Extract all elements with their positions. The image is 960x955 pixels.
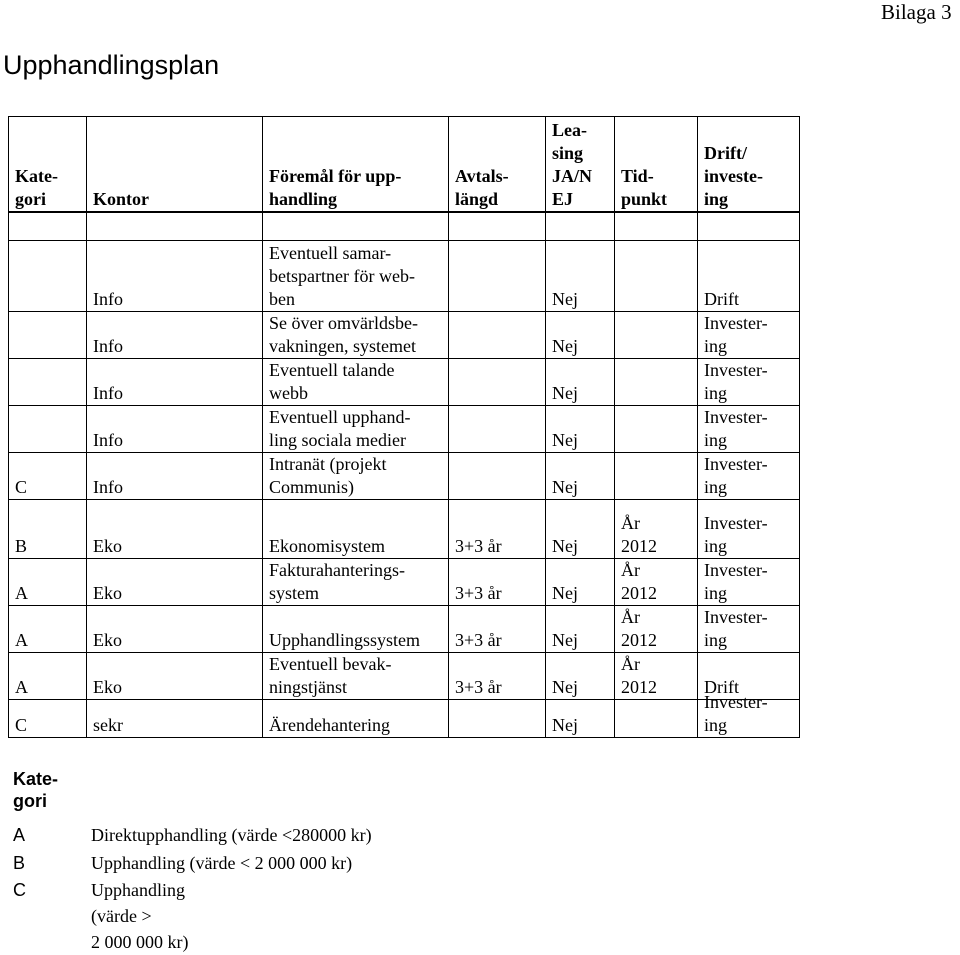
cell-line (15, 429, 82, 452)
cell-line: 3+3 år (455, 677, 502, 697)
spacer-cell (449, 212, 546, 241)
cell-operation-investment (698, 359, 800, 406)
cell-line: År (621, 607, 640, 627)
cell-line (15, 382, 82, 405)
cell-line: Intranät (projekt (269, 454, 387, 474)
cell-line: ing (704, 630, 728, 650)
cell-line: Info (93, 430, 123, 450)
cell-leasing (546, 359, 615, 406)
cell-line: Nej (552, 677, 578, 697)
cell-operation-investment (698, 453, 800, 500)
cell-line: ningstjänst (269, 677, 348, 697)
cell-line: Eventuell samar- (269, 243, 392, 263)
cell-line (15, 288, 82, 311)
cell-office (87, 653, 263, 700)
cell-line (621, 288, 693, 311)
cell-contract-length (449, 500, 546, 559)
cell-contract-length (449, 606, 546, 653)
cell-line: ing (704, 583, 728, 603)
cell-line: A (15, 630, 28, 650)
cell-contract-length (449, 559, 546, 606)
cell-line: Info (93, 383, 123, 403)
cell-timing (615, 312, 698, 359)
cell-line: Eko (93, 630, 122, 650)
cell-category (9, 359, 87, 406)
cell-line: Invester- (704, 692, 768, 712)
cell-line: B (15, 536, 28, 556)
cell-line: Eventuell upphand- (269, 407, 411, 427)
cell-line (455, 335, 541, 358)
spacer-cell (87, 212, 263, 241)
cell-office (87, 606, 263, 653)
cell-line: Invester- (704, 407, 768, 427)
cell-line: Kontor (93, 189, 149, 209)
cell-contract-length (449, 359, 546, 406)
cell-contract-length (449, 312, 546, 359)
cell-category (9, 241, 87, 312)
cell-line: Invester- (704, 360, 768, 380)
cell-category (9, 700, 87, 738)
cell-subject (263, 453, 449, 500)
cell-line: vakningen, systemet (269, 336, 416, 356)
cell-line: investe- (704, 166, 763, 186)
appendix-label: Bilaga 3 (881, 0, 952, 24)
cell-timing (615, 359, 698, 406)
cell-line: webb (269, 383, 308, 403)
cell-line (455, 714, 541, 737)
cell-line: Invester- (704, 513, 768, 533)
cell-line (621, 335, 693, 358)
legend-description: 2 000 000 kr) (91, 932, 189, 952)
spacer-cell (546, 212, 615, 241)
cell-operation-investment (698, 241, 800, 312)
cell-leasing (546, 500, 615, 559)
page-title: Upphandlingsplan (3, 50, 220, 80)
cell-subject (263, 241, 449, 312)
cell-office (87, 359, 263, 406)
cell-line: Nej (552, 289, 578, 309)
cell-subject (263, 606, 449, 653)
cell-contract-length (449, 241, 546, 312)
cell-line (621, 429, 693, 452)
cell-line: Eventuell bevak- (269, 654, 392, 674)
cell-line: Info (93, 336, 123, 356)
legend-key: C (13, 880, 26, 900)
cell-line: JA/N (552, 166, 592, 186)
cell-subject (263, 500, 449, 559)
cell-line: Drift (704, 677, 739, 697)
cell-subject (263, 700, 449, 738)
cell-line: År (621, 560, 640, 580)
cell-line: År (621, 513, 640, 533)
cell-timing (615, 606, 698, 653)
cell-line: Invester- (704, 607, 768, 627)
cell-line (455, 382, 541, 405)
cell-line (621, 476, 693, 499)
cell-line: punkt (621, 189, 668, 209)
header-operation-investment (698, 117, 800, 212)
cell-line: ing (704, 430, 728, 450)
spacer-cell (698, 212, 800, 241)
cell-line (15, 335, 82, 358)
cell-subject (263, 559, 449, 606)
cell-line: system (269, 583, 320, 603)
cell-line: gori (15, 189, 46, 209)
cell-line: Nej (552, 536, 578, 556)
cell-operation-investment (698, 606, 800, 653)
cell-leasing (546, 241, 615, 312)
cell-line: 3+3 år (455, 583, 502, 603)
cell-office (87, 241, 263, 312)
cell-line: Drift/ (704, 143, 747, 163)
cell-line: Avtals- (455, 166, 509, 186)
procurement-table (8, 116, 800, 738)
cell-contract-length (449, 406, 546, 453)
cell-office (87, 453, 263, 500)
cell-category (9, 500, 87, 559)
cell-line: sekr (93, 715, 123, 735)
cell-operation-investment (698, 406, 800, 453)
cell-line: Eko (93, 536, 122, 556)
cell-line: Eko (93, 677, 122, 697)
cell-contract-length (449, 653, 546, 700)
cell-line: 2012 (621, 677, 657, 697)
cell-contract-length (449, 700, 546, 738)
cell-line: A (15, 583, 28, 603)
cell-subject (263, 406, 449, 453)
cell-line (621, 382, 693, 405)
cell-category (9, 406, 87, 453)
cell-line: ing (704, 383, 728, 403)
legend-description: Upphandling (91, 880, 185, 900)
cell-leasing (546, 653, 615, 700)
cell-line: Tid- (621, 166, 654, 186)
header-office (87, 117, 263, 212)
cell-line: Drift (704, 289, 739, 309)
cell-contract-length (449, 453, 546, 500)
cell-subject (263, 359, 449, 406)
cell-leasing (546, 406, 615, 453)
cell-subject (263, 312, 449, 359)
cell-line: 3+3 år (455, 630, 502, 650)
cell-line: 2012 (621, 536, 657, 556)
header-contract-length (449, 117, 546, 212)
cell-operation-investment (698, 500, 800, 559)
cell-timing (615, 500, 698, 559)
cell-leasing (546, 700, 615, 738)
cell-line: Ärendehantering (269, 715, 390, 735)
cell-line: Upphandlingssystem (269, 630, 420, 650)
spacer-cell (9, 212, 87, 241)
cell-category (9, 453, 87, 500)
cell-category (9, 606, 87, 653)
cell-operation-investment (698, 312, 800, 359)
cell-office (87, 406, 263, 453)
cell-timing (615, 453, 698, 500)
cell-line: Communis) (269, 477, 355, 497)
cell-line: 2012 (621, 630, 657, 650)
cell-line: EJ (552, 189, 574, 209)
cell-line (455, 429, 541, 452)
header-divider (9, 211, 800, 213)
cell-line: Nej (552, 430, 578, 450)
legend-description: (värde > (91, 906, 152, 926)
cell-line: ing (704, 536, 728, 556)
cell-line: År (621, 654, 640, 674)
cell-category (9, 312, 87, 359)
legend-description: Upphandling (värde < 2 000 000 kr) (91, 853, 353, 873)
legend-key: A (13, 825, 26, 845)
cell-office (87, 312, 263, 359)
cell-line: längd (455, 189, 499, 209)
cell-subject (263, 653, 449, 700)
spacer-cell (615, 212, 698, 241)
cell-timing (615, 559, 698, 606)
cell-category (9, 559, 87, 606)
cell-line: ing (704, 715, 728, 735)
cell-line: Ekonomisystem (269, 536, 385, 556)
cell-line: Nej (552, 477, 578, 497)
cell-office (87, 500, 263, 559)
header-category (9, 117, 87, 212)
cell-line: A (15, 677, 28, 697)
legend-heading: gori (13, 791, 47, 811)
cell-line: ing (704, 336, 728, 356)
cell-line: Fakturahanterings- (269, 560, 405, 580)
cell-line: Nej (552, 715, 578, 735)
cell-line: 3+3 år (455, 536, 502, 556)
cell-line: Nej (552, 383, 578, 403)
header-timing (615, 117, 698, 212)
cell-line: ben (269, 289, 295, 309)
cell-line: Kate- (15, 166, 58, 186)
cell-line: Nej (552, 630, 578, 650)
cell-line: 2012 (621, 583, 657, 603)
cell-line (621, 714, 693, 737)
cell-line: handling (269, 189, 338, 209)
cell-line: betspartner för web- (269, 266, 415, 286)
cell-office (87, 700, 263, 738)
cell-line: Eko (93, 583, 122, 603)
cell-line: Invester- (704, 560, 768, 580)
cell-line: Invester- (704, 454, 768, 474)
cell-line: Eventuell talande (269, 360, 395, 380)
cell-timing (615, 653, 698, 700)
cell-line: Info (93, 477, 123, 497)
cell-leasing (546, 559, 615, 606)
legend-key: B (13, 853, 26, 873)
cell-line (455, 476, 541, 499)
cell-line: Nej (552, 336, 578, 356)
cell-office (87, 559, 263, 606)
cell-operation-investment (698, 692, 800, 738)
cell-line: sing (552, 143, 584, 163)
cell-leasing (546, 606, 615, 653)
spacer-cell (263, 212, 449, 241)
cell-line: Invester- (704, 313, 768, 333)
header-leasing (546, 117, 615, 212)
cell-timing (615, 406, 698, 453)
header-subject (263, 117, 449, 212)
legend-description: Direktupphandling (värde <280000 kr) (91, 825, 372, 845)
cell-line: Info (93, 289, 123, 309)
cell-line: Nej (552, 583, 578, 603)
legend-heading: Kate- (13, 769, 59, 789)
cell-timing (615, 241, 698, 312)
cell-line: Se över omvärldsbe- (269, 313, 418, 333)
cell-operation-investment (698, 559, 800, 606)
cell-timing (615, 700, 698, 738)
cell-line: C (15, 715, 28, 735)
cell-leasing (546, 312, 615, 359)
cell-line: Föremål för upp- (269, 166, 402, 186)
cell-line: ing (704, 189, 729, 209)
cell-category (9, 653, 87, 700)
cell-line: ing (704, 477, 728, 497)
cell-line: ling sociala medier (269, 430, 406, 450)
cell-line: C (15, 477, 28, 497)
cell-leasing (546, 453, 615, 500)
cell-line (455, 288, 541, 311)
cell-line: Lea- (552, 120, 587, 140)
